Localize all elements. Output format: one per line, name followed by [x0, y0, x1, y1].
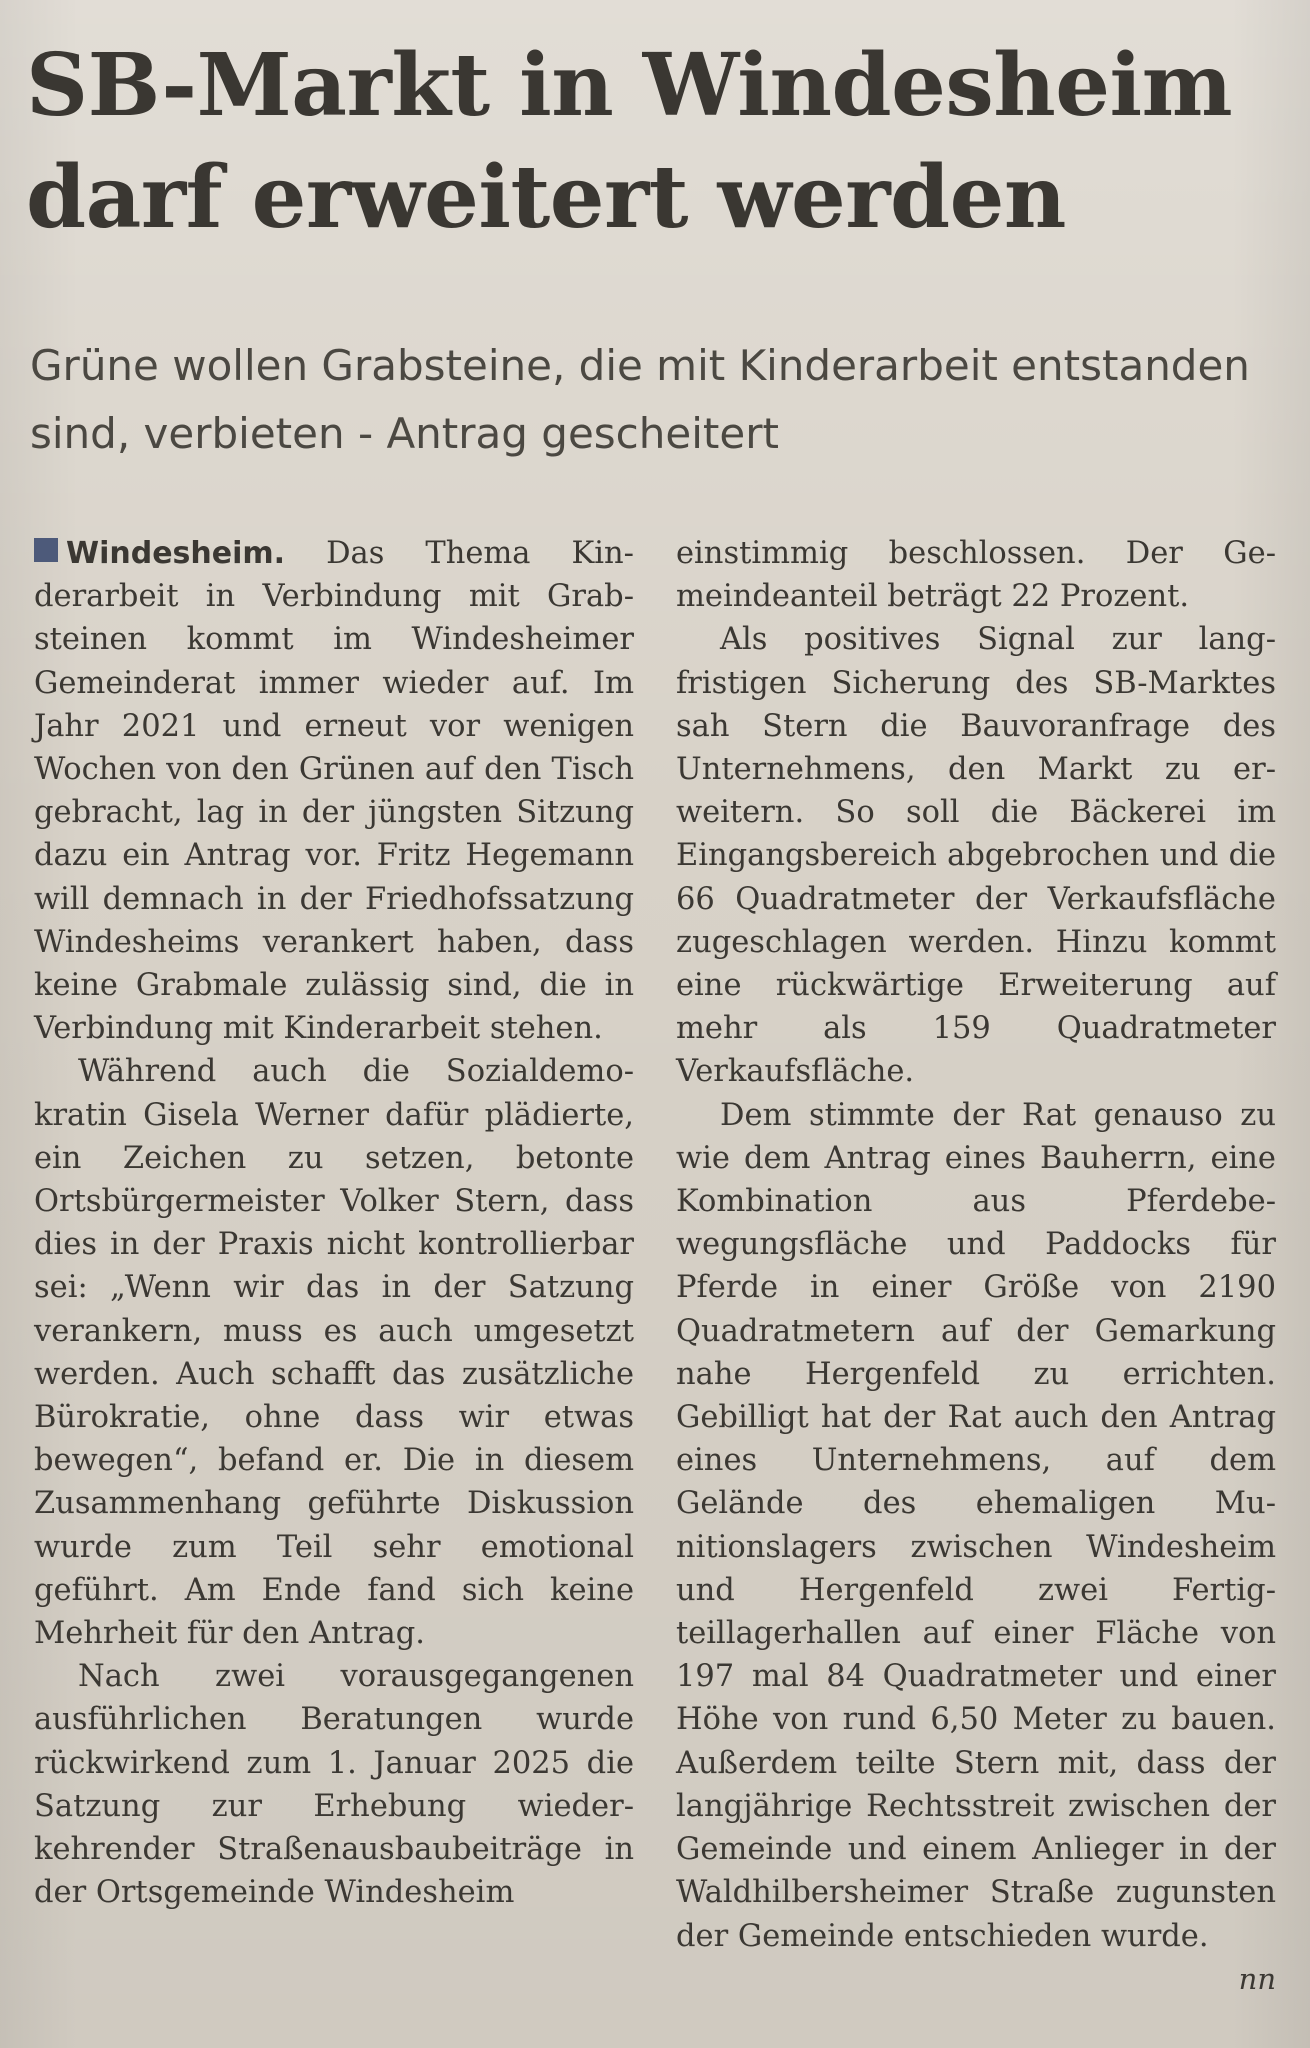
paragraph-1: [34, 532, 634, 1050]
author-initials: nn: [1238, 1961, 1276, 1996]
article-headline: SB-Markt in Windesheim darf erweitert werden: [26, 35, 1233, 248]
dateline: Windesheim.: [66, 536, 286, 571]
paragraph-6: [676, 1094, 1276, 1996]
paragraph-1-text: Das Thema Kinderarbeit in Verbindung mit Grabsteinen kommt im Windesheimer Gemeinderat immer wieder auf. Im Jahr 2021 und erneut vor wenigen Wochen von den Grünen auf den Tisch gebracht, lag in der jüngsten Sitzung dazu ein Antrag vor. Fritz Hegemann will demnach in der Friedhofssatzung Windesheims verankert haben, dass keine Grabmale zulässig sind, die in Verbindung mit Kinderarbeit stehen.: [34, 536, 634, 1047]
paragraph-5: Als positives Signal zur langfristigen Sicherung des SB-Marktes sah Stern die Bauvoranfrage des Unternehmens, den Markt zu erweitern. So soll die Bäckerei im Eingangsbereich abgebrochen und die 66 Quadratmeter der Verkaufsfläche zugeschlagen werden. Hinzu kommt eine rückwärtige Erweiterung auf mehr als 159 Quadratmeter Verkaufsfläche.: [676, 622, 1276, 1090]
paragraph-6-text: Dem stimmte der Rat genauso zu wie dem Antrag eines Bauherrn, eine Kombination aus Pferdebewegungsfläche und Paddocks für Pferde in einer Größe von 2190 Quadratmetern auf der Gemarkung nahe Hergenfeld zu errichten. Gebilligt hat der Rat auch den Antrag eines Unternehmens, auf dem Gelände des ehemaligen Munitionslagers zwischen Windesheim und Hergenfeld zwei Fertigteillagerhallen auf einer Fläche von 197 mal 84 Quadratmeter und einer Höhe von rund 6,50 Meter zu bauen. Außerdem teilte Stern mit, dass der langjährige Rechtsstreit zwischen der Gemeinde und einem Anlieger in der Waldhilbersheimer Straße zugunsten der Gemeinde entschieden wurde.: [676, 1097, 1276, 1954]
paragraph-2: Während auch die Sozialdemokratin Gisela Werner dafür plädierte, ein Zeichen zu setzen, betonte Ortsbürgermeister Volker Stern, dass dies in der Praxis nicht kontrollierbar sei: „Wenn wir das in der Satzung verankern, muss es auch umgesetzt werden. Auch schafft das zusätzliche Bürokratie, ohne dass wir etwas bewegen“, befand er. Die in diesem Zusammenhang geführte Diskussion wurde zum Teil sehr emotional geführt. Am Ende fand sich keine Mehrheit für den Antrag.: [34, 1054, 634, 1652]
paragraph-3: Nach zwei vorausgegangenen ausführlichen Beratungen wurde rückwirkend zum 1. Januar 2025 die Satzung zur Erhebung wiederkehrender Straßenausbaubeiträge in der Ortsgemeinde Windesheim: [34, 1659, 634, 1911]
section-marker-icon: [34, 538, 58, 562]
article-column-left: [34, 532, 634, 1915]
paragraph-4: einstimmig beschlossen. Der Gemeindeanteil beträgt 22 Prozent.: [676, 536, 1276, 615]
article-subheadline: Grüne wollen Grabsteine, die mit Kinderarbeit entstanden sind, verbieten - Antrag gescheitert: [30, 341, 1250, 458]
article-column-right: [676, 532, 1276, 2001]
